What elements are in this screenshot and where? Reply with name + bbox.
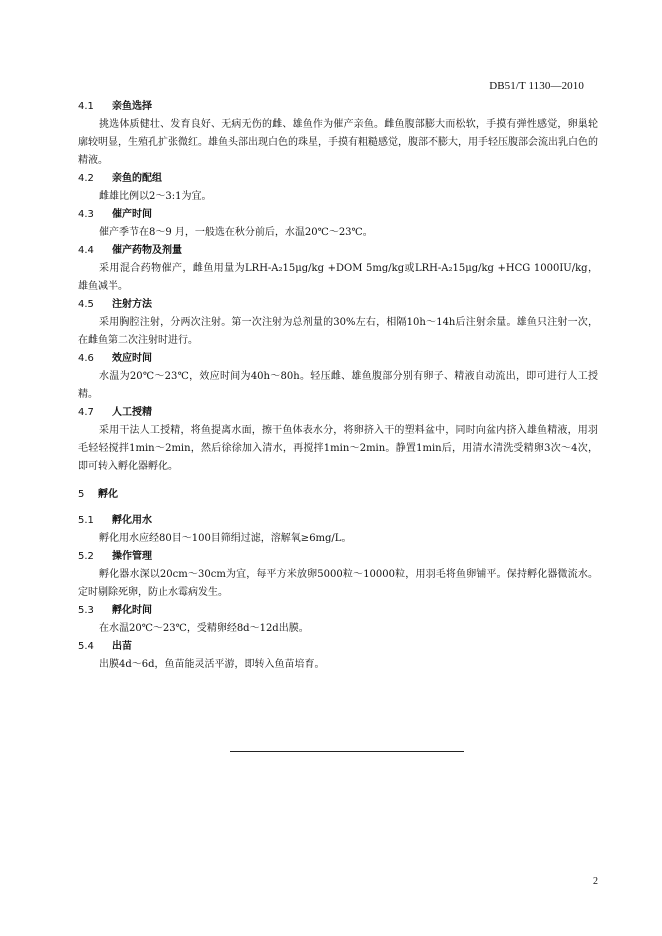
section-title: 人工授精 xyxy=(112,407,152,418)
section-title: 操作管理 xyxy=(112,551,152,562)
section-title: 孵化用水 xyxy=(112,515,152,526)
section-paragraph: 水温为20℃～23℃，效应时间为40h～80h。轻压雌、雄鱼腹部分别有卵子、精液自动流出，即可进行人工授精。 xyxy=(78,371,598,400)
section-heading-5-1 xyxy=(78,512,598,530)
section-number: 5.1 xyxy=(78,515,94,526)
section-number: 5.3 xyxy=(78,605,94,616)
section-paragraph: 在水温20℃～23℃，受精卵经8d～12d出膜。 xyxy=(99,623,309,634)
section-paragraph: 催产季节在8～9 月，一般选在秋分前后，水温20℃～23℃。 xyxy=(99,227,373,238)
section-number: 4.4 xyxy=(78,245,94,256)
section-number: 5.4 xyxy=(78,641,94,652)
section-paragraph: 采用胸腔注射，分两次注射。第一次注射为总剂量的30%左右，相隔10h～14h后注射余量。雄鱼只注射一次，在雌鱼第二次注射时进行。 xyxy=(78,317,598,346)
document-body xyxy=(78,98,598,674)
section-heading-5-3 xyxy=(78,602,598,620)
section-heading-5-4 xyxy=(78,638,598,656)
section-paragraph: 雌雄比例以2～3:1为宜。 xyxy=(99,191,212,202)
document-code: DB51/T 1130—2010 xyxy=(489,80,584,92)
section-title: 催产时间 xyxy=(112,209,152,220)
page-number: 2 xyxy=(593,876,598,887)
section-number: 4.7 xyxy=(78,407,94,418)
section-paragraph: 孵化器水深以20cm～30cm为宜，每平方米放卵5000粒～10000粒，用羽毛将鱼卵铺平。保持孵化器微流水。定时剔除死卵，防止水霉病发生。 xyxy=(78,569,598,598)
section-number: 4.3 xyxy=(78,209,94,220)
section-title: 出苗 xyxy=(112,641,132,652)
section-title: 催产药物及剂量 xyxy=(112,245,182,256)
section-number: 4.1 xyxy=(78,101,94,112)
section-heading-4-1 xyxy=(78,98,598,116)
section-number: 4.6 xyxy=(78,353,94,364)
section-title: 孵化时间 xyxy=(112,605,152,616)
section-paragraph: 孵化用水应经80目～100目筛绢过滤，溶解氧≥6mg/L。 xyxy=(99,533,352,544)
section-heading-4-3 xyxy=(78,206,598,224)
section-title: 亲鱼的配组 xyxy=(112,173,162,184)
section-heading-4-4 xyxy=(78,242,598,260)
end-rule-divider xyxy=(230,751,464,752)
section-paragraph: 挑选体质健壮、发育良好、无病无伤的雌、雄鱼作为催产亲鱼。雌鱼腹部膨大而松软，手摸有弹性感觉，卵巢轮廓较明显，生殖孔扩张微红。雄鱼头部出现白色的珠星，手摸有粗糙感觉，腹部不膨大，用手轻压腹部会流出乳白色的精液。 xyxy=(78,119,598,166)
section-number: 5.2 xyxy=(78,551,94,562)
chapter-title: 孵化 xyxy=(98,489,118,500)
section-heading-4-2 xyxy=(78,170,598,188)
chapter-heading-5 xyxy=(78,486,598,504)
section-heading-5-2 xyxy=(78,548,598,566)
section-number: 4.2 xyxy=(78,173,94,184)
section-paragraph: 采用干法人工授精，将鱼提离水面，擦干鱼体表水分，将卵挤入干的塑料盆中，同时向盆内挤入雄鱼精液，用羽毛轻轻搅拌1min～2min，然后徐徐加入清水，再搅拌1min～2min。静置1min后，用清水清洗受精卵3次～4次，即可转入孵化器孵化。 xyxy=(78,425,598,472)
section-heading-4-6 xyxy=(78,350,598,368)
section-heading-4-7 xyxy=(78,404,598,422)
section-title: 亲鱼选择 xyxy=(112,101,152,112)
section-paragraph: 采用混合药物催产，雌鱼用量为LRH-A₂15μg/kg +DOM 5mg/kg或LRH-A₂15μg/kg +HCG 1000IU/kg，雄鱼减半。 xyxy=(78,263,598,292)
section-number: 4.5 xyxy=(78,299,94,310)
section-title: 注射方法 xyxy=(112,299,152,310)
section-paragraph: 出膜4d～6d，鱼苗能灵活平游，即转入鱼苗培育。 xyxy=(99,659,325,670)
section-title: 效应时间 xyxy=(112,353,152,364)
chapter-number: 5 xyxy=(78,489,85,500)
section-heading-4-5 xyxy=(78,296,598,314)
